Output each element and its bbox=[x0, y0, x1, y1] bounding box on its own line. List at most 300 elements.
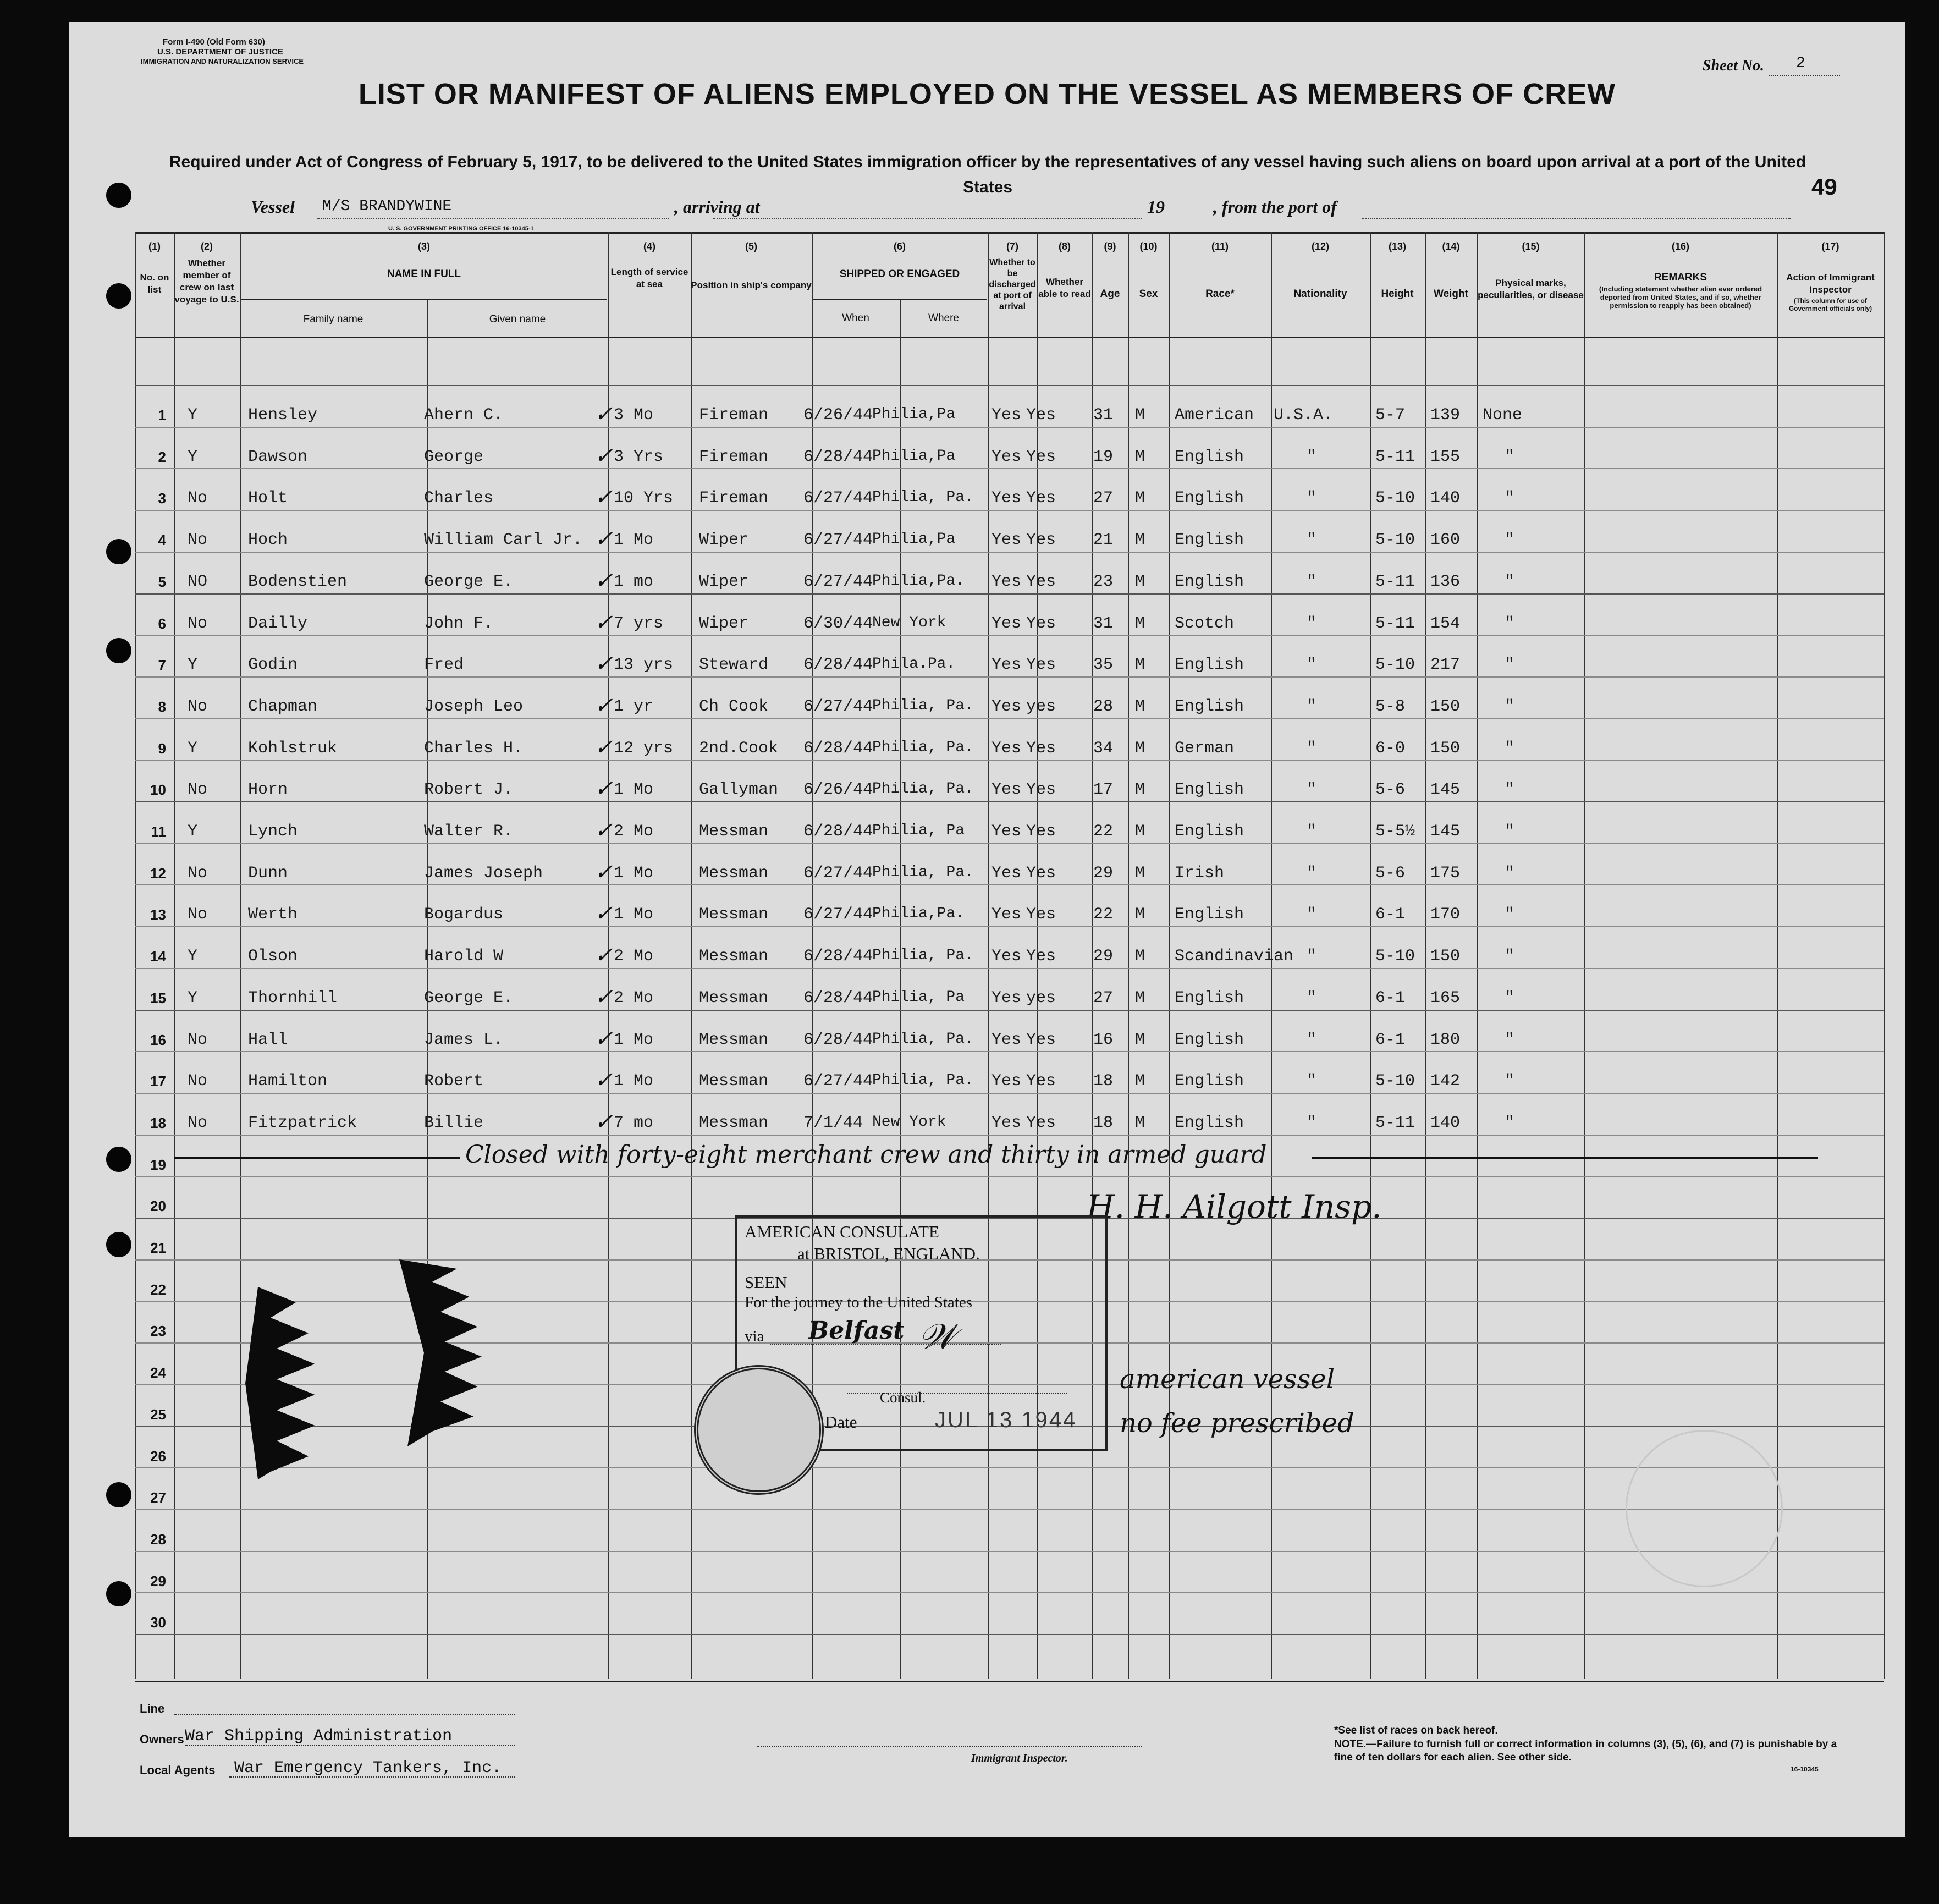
header-shipped: SHIPPED OR ENGAGED bbox=[839, 268, 960, 280]
crew-last-voyage: No bbox=[188, 489, 208, 508]
crew-able-to-read: Yes bbox=[1026, 947, 1056, 966]
crew-given-name: William Carl Jr. bbox=[424, 531, 583, 550]
row-rule bbox=[135, 552, 1884, 553]
closing-rule-left bbox=[174, 1157, 460, 1159]
crew-weight: 136 bbox=[1430, 572, 1461, 591]
crew-family-name: Fitzpatrick bbox=[248, 1113, 357, 1132]
col-num-10: (10) bbox=[1139, 241, 1158, 252]
crew-last-voyage: No bbox=[188, 780, 208, 800]
manifest-sheet bbox=[69, 22, 1905, 1837]
crew-nationality: " bbox=[1307, 739, 1317, 758]
crew-discharged: Yes bbox=[991, 1030, 1022, 1049]
crew-race: Scandinavian bbox=[1175, 947, 1294, 966]
crew-able-to-read: Yes bbox=[1026, 447, 1056, 466]
crew-nationality: " bbox=[1307, 447, 1317, 466]
footer-line-dots bbox=[174, 1714, 515, 1715]
header-where: Where bbox=[928, 312, 959, 324]
crew-length-service: 3 Yrs bbox=[614, 447, 664, 466]
service-checkmark-icon: ✓ bbox=[594, 1109, 613, 1135]
crew-nationality: " bbox=[1307, 572, 1317, 591]
crew-height: 6-0 bbox=[1375, 739, 1406, 758]
header-race: Race* bbox=[1205, 288, 1235, 300]
crew-discharged: Yes bbox=[991, 531, 1022, 550]
row-number: 10 bbox=[150, 782, 166, 799]
crew-able-to-read: Yes bbox=[1026, 905, 1056, 925]
crew-sex: M bbox=[1135, 656, 1145, 675]
punch-hole bbox=[106, 1581, 131, 1606]
crew-physical-marks: " bbox=[1505, 489, 1515, 508]
row-number: 27 bbox=[150, 1489, 166, 1506]
crew-given-name: Billie bbox=[424, 1113, 484, 1132]
row-number: 16 bbox=[150, 1031, 166, 1048]
column-rule bbox=[988, 232, 989, 1679]
crew-position: Messman bbox=[699, 822, 769, 841]
crew-position: Fireman bbox=[699, 447, 769, 466]
header-action-note: (This column for use of Government officials only) bbox=[1788, 297, 1872, 312]
crew-last-voyage: No bbox=[188, 1030, 208, 1049]
crew-height: 5-11 bbox=[1375, 1113, 1415, 1132]
row-rule bbox=[135, 1051, 1884, 1052]
consul-signature: 𝒲 bbox=[918, 1317, 956, 1357]
crew-last-voyage: Y bbox=[188, 406, 198, 425]
department: U.S. DEPARTMENT OF JUSTICE bbox=[157, 47, 283, 57]
crew-length-service: 1 Mo bbox=[614, 531, 654, 550]
row-number: 17 bbox=[150, 1073, 166, 1090]
punch-hole bbox=[106, 1232, 131, 1257]
embossed-seal-faint bbox=[1626, 1430, 1783, 1587]
crew-length-service: 1 Mo bbox=[614, 1030, 654, 1049]
crew-nationality: " bbox=[1307, 1030, 1317, 1049]
crew-physical-marks: " bbox=[1505, 780, 1515, 800]
crew-age: 31 bbox=[1093, 406, 1114, 425]
crew-length-service: 1 Mo bbox=[614, 905, 654, 925]
row-rule bbox=[135, 926, 1884, 927]
column-rule bbox=[1128, 232, 1129, 1679]
row-number: 7 bbox=[158, 657, 166, 674]
column-rule bbox=[691, 232, 692, 1679]
crew-given-name: Harold W bbox=[424, 947, 504, 966]
footer-owners-label: Owners bbox=[140, 1732, 184, 1746]
col-num-15: (15) bbox=[1522, 241, 1540, 252]
crew-given-name: Bogardus bbox=[424, 905, 504, 925]
crew-shipped-where: Philia, Pa. bbox=[872, 1072, 974, 1089]
crew-race: English bbox=[1175, 822, 1244, 841]
punch-hole bbox=[106, 539, 131, 564]
row-rule bbox=[135, 1467, 1884, 1468]
crew-race: English bbox=[1175, 988, 1244, 1008]
crew-given-name: Charles H. bbox=[424, 739, 524, 758]
crew-height: 5-10 bbox=[1375, 1072, 1415, 1091]
crew-sex: M bbox=[1135, 988, 1145, 1008]
page-title: LIST OR MANIFEST OF ALIENS EMPLOYED ON THE VESSEL AS MEMBERS OF CREW bbox=[358, 78, 1616, 111]
page-subtitle: Required under Act of Congress of February 5, 1917, to be delivered to the United States immigration officer by the representatives of any vessel having such aliens on board upon arrival at a port of the United States bbox=[169, 153, 1806, 196]
crew-discharged: Yes bbox=[991, 822, 1022, 841]
crew-shipped-where: Philia,Pa bbox=[872, 406, 956, 423]
crew-discharged: Yes bbox=[991, 656, 1022, 675]
crew-nationality: " bbox=[1307, 947, 1317, 966]
crew-physical-marks: " bbox=[1505, 739, 1515, 758]
header-no-on-list: No. on list bbox=[140, 272, 169, 295]
crew-length-service: 1 Mo bbox=[614, 863, 654, 883]
crew-physical-marks: " bbox=[1505, 822, 1515, 841]
crew-family-name: Bodenstien bbox=[248, 572, 348, 591]
crew-discharged: Yes bbox=[991, 614, 1022, 633]
footer-races-note: *See list of races on back hereof. bbox=[1334, 1725, 1498, 1736]
row-number: 15 bbox=[150, 989, 166, 1006]
footer-owners-dots bbox=[185, 1745, 515, 1746]
row-rule bbox=[135, 593, 1884, 595]
crew-family-name: Werth bbox=[248, 905, 298, 925]
crew-position: Ch Cook bbox=[699, 697, 769, 716]
crew-position: Wiper bbox=[699, 614, 749, 633]
column-rule bbox=[1370, 232, 1371, 1679]
crew-physical-marks: " bbox=[1505, 905, 1515, 925]
crew-given-name: Joseph Leo bbox=[424, 697, 524, 716]
crew-sex: M bbox=[1135, 863, 1145, 883]
crew-sex: M bbox=[1135, 489, 1145, 508]
crew-race: English bbox=[1175, 572, 1244, 591]
service-checkmark-icon: ✓ bbox=[594, 1067, 613, 1093]
crew-shipped-when: 6/27/44 bbox=[803, 905, 873, 925]
crew-shipped-where: Phila.Pa. bbox=[872, 656, 956, 673]
stamp-line2: at BRISTOL, ENGLAND. bbox=[797, 1244, 980, 1263]
crew-discharged: Yes bbox=[991, 1072, 1022, 1091]
crew-shipped-when: 6/27/44 bbox=[803, 697, 873, 716]
row-rule bbox=[135, 760, 1884, 761]
crew-able-to-read: Yes bbox=[1026, 780, 1056, 800]
crew-last-voyage: No bbox=[188, 531, 208, 550]
crew-race: American bbox=[1175, 406, 1254, 425]
crew-length-service: 1 Mo bbox=[614, 1072, 654, 1091]
crew-weight: 139 bbox=[1430, 406, 1461, 425]
crew-height: 5-10 bbox=[1375, 947, 1415, 966]
crew-age: 28 bbox=[1093, 697, 1114, 716]
header-remarks-note: (Including statement whether alien ever ordered deported from United States, and if so, whether permission to reapply has been obtained) bbox=[1599, 285, 1762, 310]
crew-last-voyage: No bbox=[188, 1113, 208, 1132]
crew-shipped-where: Philia, Pa. bbox=[872, 863, 974, 881]
col-num-1: (1) bbox=[148, 241, 161, 252]
crew-race: English bbox=[1175, 1030, 1244, 1049]
header-physical-marks: Physical marks, peculiarities, or disease bbox=[1478, 278, 1584, 300]
crew-length-service: 1 mo bbox=[614, 572, 654, 591]
crew-height: 5-11 bbox=[1375, 447, 1415, 466]
row-number: 9 bbox=[158, 740, 166, 757]
row-rule bbox=[135, 1135, 1884, 1136]
header-last-voyage: Whether member of crew on last voyage to U.S. bbox=[174, 258, 239, 305]
crew-shipped-when: 7/1/44 bbox=[803, 1113, 863, 1132]
crew-position: Messman bbox=[699, 1072, 769, 1091]
row-rule bbox=[135, 1509, 1884, 1510]
row-rule bbox=[135, 635, 1884, 636]
crew-weight: 145 bbox=[1430, 780, 1461, 800]
stamp-via-label: via bbox=[745, 1328, 764, 1345]
stamp-seen: SEEN bbox=[745, 1273, 787, 1292]
header-when: When bbox=[842, 312, 869, 324]
crew-last-voyage: Y bbox=[188, 822, 198, 841]
crew-nationality: " bbox=[1307, 822, 1317, 841]
crew-last-voyage: Y bbox=[188, 988, 198, 1008]
service-checkmark-icon: ✓ bbox=[594, 526, 613, 552]
row-rule bbox=[135, 468, 1884, 469]
header-able-to-read: Whether able to read bbox=[1038, 277, 1091, 299]
crew-position: 2nd.Cook bbox=[699, 739, 779, 758]
col-num-2: (2) bbox=[201, 241, 213, 252]
sheet-number: 2 bbox=[1796, 55, 1805, 72]
crew-last-voyage: No bbox=[188, 614, 208, 633]
inspector-sign-line bbox=[757, 1746, 1142, 1747]
crew-weight: 160 bbox=[1430, 531, 1461, 550]
row-rule bbox=[135, 843, 1884, 844]
crew-shipped-when: 6/28/44 bbox=[803, 822, 873, 841]
crew-shipped-where: Philia,Pa bbox=[872, 531, 956, 548]
column-rule bbox=[1477, 232, 1478, 1679]
year-label: 19 bbox=[1147, 197, 1165, 217]
crew-shipped-where: Philia, Pa. bbox=[872, 947, 974, 965]
row-number: 21 bbox=[150, 1240, 166, 1256]
service-checkmark-icon: ✓ bbox=[594, 776, 613, 802]
crew-position: Fireman bbox=[699, 489, 769, 508]
column-rule bbox=[1425, 232, 1426, 1679]
column-rule bbox=[1777, 232, 1778, 1679]
crew-able-to-read: Yes bbox=[1026, 739, 1056, 758]
crew-discharged: Yes bbox=[991, 572, 1022, 591]
crew-able-to-read: Yes bbox=[1026, 572, 1056, 591]
crew-discharged: Yes bbox=[991, 697, 1022, 716]
closing-note: Closed with forty-eight merchant crew and thirty in armed guard bbox=[465, 1141, 1267, 1169]
row-number: 3 bbox=[158, 490, 166, 507]
crew-height: 5-5½ bbox=[1375, 822, 1415, 841]
crew-position: Fireman bbox=[699, 406, 769, 425]
crew-family-name: Lynch bbox=[248, 822, 298, 841]
crew-shipped-where: Philia,Pa. bbox=[872, 572, 965, 590]
crew-position: Steward bbox=[699, 656, 769, 675]
footer-form-code: 16-10345 bbox=[1791, 1765, 1819, 1773]
crew-given-name: Robert bbox=[424, 1072, 484, 1091]
crew-weight: 175 bbox=[1430, 863, 1461, 883]
crew-height: 5-10 bbox=[1375, 489, 1415, 508]
crew-able-to-read: yes bbox=[1026, 988, 1056, 1008]
stamp-date-value: JUL 13 1944 bbox=[935, 1408, 1077, 1432]
crew-able-to-read: Yes bbox=[1026, 1030, 1056, 1049]
crew-weight: 155 bbox=[1430, 447, 1461, 466]
crew-family-name: Hamilton bbox=[248, 1072, 328, 1091]
crew-race: English bbox=[1175, 697, 1244, 716]
row-rule bbox=[135, 801, 1884, 802]
crew-race: English bbox=[1175, 656, 1244, 675]
crew-shipped-when: 6/28/44 bbox=[803, 947, 873, 966]
crew-position: Messman bbox=[699, 1030, 769, 1049]
crew-nationality: " bbox=[1307, 531, 1317, 550]
row-number: 1 bbox=[158, 407, 166, 423]
service-checkmark-icon: ✓ bbox=[594, 734, 613, 760]
crew-able-to-read: Yes bbox=[1026, 656, 1056, 675]
row-rule bbox=[135, 1176, 1884, 1177]
punch-hole bbox=[106, 1482, 131, 1507]
crew-race: English bbox=[1175, 780, 1244, 800]
service-name: IMMIGRATION AND NATURALIZATION SERVICE bbox=[141, 57, 304, 65]
crew-able-to-read: Yes bbox=[1026, 489, 1056, 508]
row-number: 28 bbox=[150, 1531, 166, 1548]
crew-family-name: Thornhill bbox=[248, 988, 338, 1008]
row-number: 14 bbox=[150, 948, 166, 965]
crew-age: 17 bbox=[1093, 780, 1114, 800]
stamp-line1: AMERICAN CONSULATE bbox=[745, 1222, 939, 1241]
footer-agents-label: Local Agents bbox=[140, 1763, 216, 1777]
footer-agents-value: War Emergency Tankers, Inc. bbox=[234, 1759, 502, 1778]
crew-given-name: Walter R. bbox=[424, 822, 514, 841]
header-bottom-rule bbox=[135, 337, 1884, 338]
crew-given-name: Ahern C. bbox=[424, 406, 504, 425]
crew-able-to-read: yes bbox=[1026, 697, 1056, 716]
crew-position: Messman bbox=[699, 988, 769, 1008]
crew-last-voyage: No bbox=[188, 1072, 208, 1091]
col-num-9: (9) bbox=[1104, 241, 1116, 252]
crew-shipped-when: 6/27/44 bbox=[803, 572, 873, 591]
crew-sex: M bbox=[1135, 447, 1145, 466]
crew-weight: 140 bbox=[1430, 489, 1461, 508]
row-rule bbox=[135, 427, 1884, 428]
vessel-line-dots bbox=[317, 218, 669, 219]
header-position: Position in ship's company bbox=[691, 280, 812, 290]
footer-fine-note: NOTE.—Failure to furnish full or correct information in columns (3), (5), (6), and (7) is punishable by a fine of ten dollars for each alien. See other side. bbox=[1334, 1738, 1837, 1763]
crew-weight: 165 bbox=[1430, 988, 1461, 1008]
sheet-number-line bbox=[1769, 75, 1840, 76]
crew-age: 31 bbox=[1093, 614, 1114, 633]
closing-rule-right bbox=[1312, 1157, 1818, 1159]
row-number: 2 bbox=[158, 448, 166, 465]
crew-nationality: U.S.A. bbox=[1274, 406, 1334, 425]
crew-shipped-where: Philia,Pa bbox=[872, 447, 956, 465]
crew-height: 6-1 bbox=[1375, 988, 1406, 1008]
side-note-fee: no fee prescribed bbox=[1120, 1408, 1354, 1439]
crew-height: 5-10 bbox=[1375, 531, 1415, 550]
crew-position: Messman bbox=[699, 905, 769, 925]
crew-length-service: 2 Mo bbox=[614, 988, 654, 1008]
crew-shipped-when: 6/28/44 bbox=[803, 656, 873, 675]
crew-given-name: James L. bbox=[424, 1030, 504, 1049]
crew-able-to-read: Yes bbox=[1026, 406, 1056, 425]
crew-height: 6-1 bbox=[1375, 1030, 1406, 1049]
crew-shipped-where: Philia,Pa. bbox=[872, 905, 965, 923]
service-checkmark-icon: ✓ bbox=[594, 859, 613, 885]
row-number: 12 bbox=[150, 865, 166, 882]
footer-line-label: Line bbox=[140, 1702, 165, 1715]
crew-shipped-when: 6/27/44 bbox=[803, 863, 873, 883]
crew-weight: 154 bbox=[1430, 614, 1461, 633]
crew-sex: M bbox=[1135, 1113, 1145, 1132]
crew-physical-marks: None bbox=[1483, 406, 1523, 425]
crew-age: 16 bbox=[1093, 1030, 1114, 1049]
header-sex: Sex bbox=[1139, 288, 1158, 300]
crew-age: 27 bbox=[1093, 988, 1114, 1008]
crew-last-voyage: No bbox=[188, 905, 208, 925]
arriving-label: , arriving at bbox=[674, 197, 760, 217]
punch-hole bbox=[106, 183, 131, 208]
crew-physical-marks: " bbox=[1505, 447, 1515, 466]
inspector-signature: H. H. Ailgott Insp. bbox=[1087, 1188, 1382, 1225]
crew-height: 5-6 bbox=[1375, 863, 1406, 883]
crew-position: Gallyman bbox=[699, 780, 779, 800]
crew-race: English bbox=[1175, 489, 1244, 508]
crew-sex: M bbox=[1135, 739, 1145, 758]
col-num-6: (6) bbox=[894, 241, 906, 252]
crew-physical-marks: " bbox=[1505, 863, 1515, 883]
crew-able-to-read: Yes bbox=[1026, 531, 1056, 550]
crew-nationality: " bbox=[1307, 780, 1317, 800]
crew-nationality: " bbox=[1307, 988, 1317, 1008]
crew-family-name: Hoch bbox=[248, 531, 288, 550]
crew-age: 34 bbox=[1093, 739, 1114, 758]
crew-position: Messman bbox=[699, 1113, 769, 1132]
crew-shipped-when: 6/27/44 bbox=[803, 531, 873, 550]
crew-sex: M bbox=[1135, 905, 1145, 925]
crew-physical-marks: " bbox=[1505, 1113, 1515, 1132]
col-num-17: (17) bbox=[1821, 241, 1839, 252]
column-rule bbox=[240, 232, 241, 1679]
crew-given-name: Charles bbox=[424, 489, 494, 508]
crew-weight: 150 bbox=[1430, 739, 1461, 758]
row-number: 20 bbox=[150, 1198, 166, 1215]
crew-given-name: James Joseph bbox=[424, 863, 543, 883]
col-num-5: (5) bbox=[745, 241, 757, 252]
crew-family-name: Godin bbox=[248, 656, 298, 675]
row-number: 4 bbox=[158, 532, 166, 549]
crew-length-service: 7 mo bbox=[614, 1113, 654, 1132]
service-checkmark-icon: ✓ bbox=[594, 692, 613, 718]
crew-position: Wiper bbox=[699, 572, 749, 591]
crew-height: 5-7 bbox=[1375, 406, 1406, 425]
crew-family-name: Hensley bbox=[248, 406, 318, 425]
crew-sex: M bbox=[1135, 947, 1145, 966]
crew-weight: 140 bbox=[1430, 1113, 1461, 1132]
col-num-7: (7) bbox=[1006, 241, 1018, 252]
header-age: Age bbox=[1100, 288, 1120, 300]
header-given-name: Given name bbox=[489, 313, 546, 325]
header-name-in-full: NAME IN FULL bbox=[387, 268, 461, 280]
row-number: 13 bbox=[150, 906, 166, 923]
punch-hole bbox=[106, 1147, 131, 1172]
service-checkmark-icon: ✓ bbox=[594, 1026, 613, 1052]
crew-last-voyage: Y bbox=[188, 739, 198, 758]
column-rule bbox=[1169, 232, 1170, 1679]
crew-family-name: Hall bbox=[248, 1030, 288, 1049]
row-number: 24 bbox=[150, 1364, 166, 1382]
crew-nationality: " bbox=[1307, 489, 1317, 508]
crew-height: 6-1 bbox=[1375, 905, 1406, 925]
crew-shipped-where: New York bbox=[872, 614, 946, 631]
crew-last-voyage: No bbox=[188, 863, 208, 883]
service-checkmark-icon: ✓ bbox=[594, 651, 613, 677]
row-rule bbox=[135, 1093, 1884, 1094]
crew-family-name: Dunn bbox=[248, 863, 288, 883]
crew-height: 5-8 bbox=[1375, 697, 1406, 716]
crew-weight: 150 bbox=[1430, 697, 1461, 716]
row-rule bbox=[135, 1010, 1884, 1011]
crew-discharged: Yes bbox=[991, 489, 1022, 508]
crew-race: English bbox=[1175, 1072, 1244, 1091]
crew-length-service: 12 yrs bbox=[614, 739, 674, 758]
crew-shipped-where: Philia, Pa bbox=[872, 822, 965, 839]
port-label: , from the port of bbox=[1213, 197, 1337, 217]
crew-given-name: Robert J. bbox=[424, 780, 514, 800]
crew-last-voyage: Y bbox=[188, 447, 198, 466]
sheet-number-label: Sheet No. bbox=[1703, 57, 1764, 74]
crew-discharged: Yes bbox=[991, 947, 1022, 966]
crew-age: 22 bbox=[1093, 822, 1114, 841]
col-num-13: (13) bbox=[1388, 241, 1406, 252]
crew-shipped-where: Philia, Pa. bbox=[872, 697, 974, 714]
crew-given-name: George bbox=[424, 447, 484, 466]
